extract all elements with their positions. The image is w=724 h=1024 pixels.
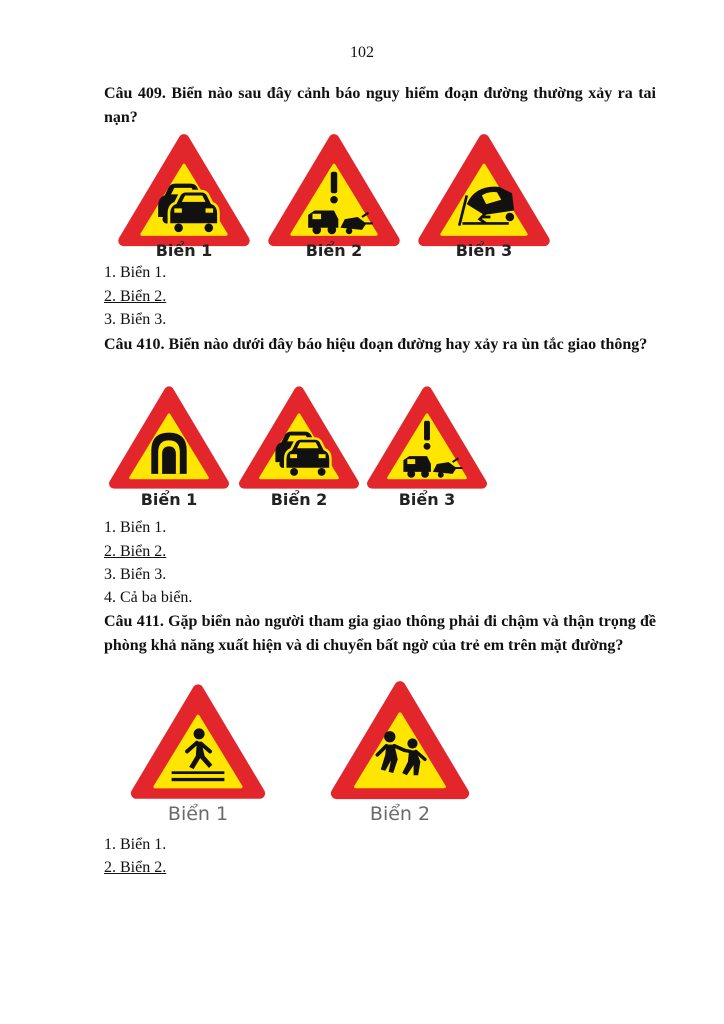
sign-label: Biển 2 <box>369 803 431 825</box>
question-410: Câu 410. Biển nào dưới đây báo hiệu đoạn đường hay xảy ra ùn tắc giao thông? <box>104 336 648 353</box>
option-409-2: 2. Biển 2. <box>104 288 167 305</box>
sign-label: Biển 1 <box>167 803 229 825</box>
sign-411-2 <box>332 680 468 833</box>
sign-label: Biển 1 <box>140 490 198 509</box>
pedestrian-crossing-icon <box>132 683 264 798</box>
option-409-3: 3. Biển 3. <box>104 311 167 328</box>
option-410-1: 1. Biển 1. <box>104 519 167 536</box>
option-410-4: 4. Cả ba biển. <box>104 589 193 606</box>
sign-label: Biển 3 <box>455 241 513 260</box>
sign-label: Biển 2 <box>270 490 328 509</box>
vehicle-rollover-icon <box>414 133 554 245</box>
sign-409-1 <box>114 133 254 265</box>
option-410-3: 3. Biển 3. <box>104 566 167 583</box>
option-409-1: 1. Biển 1. <box>104 264 167 281</box>
option-410-2: 2. Biển 2. <box>104 543 167 560</box>
traffic-queue-icon <box>240 385 358 488</box>
sign-410-1 <box>110 385 228 513</box>
sign-409-3 <box>414 133 554 265</box>
option-411-2: 2. Biển 2. <box>104 859 167 876</box>
children-icon <box>332 680 468 798</box>
page-number: 102 <box>350 44 374 61</box>
sign-410-2 <box>240 385 358 513</box>
question-409: Câu 409. Biển nào sau đây cảnh báo nguy hiểm đoạn đường thường xảy ra tai nạn? <box>104 85 656 126</box>
accident-icon <box>368 385 486 488</box>
question-411: Câu 411. Gặp biển nào người tham gia giao thông phải đi chậm và thận trọng đề phòng khả năng xuất hiện và di chuyển bất ngờ của trẻ em trên mặt đường? <box>104 613 656 654</box>
sign-label: Biển 3 <box>398 490 456 509</box>
sign-410-3 <box>368 385 486 513</box>
sign-409-2 <box>264 133 404 265</box>
sign-label: Biển 1 <box>155 241 213 260</box>
traffic-queue-icon <box>114 133 254 245</box>
accident-icon <box>264 133 404 245</box>
sign-411-1 <box>132 683 264 833</box>
sign-label: Biển 2 <box>305 241 363 260</box>
tunnel-icon <box>110 385 228 488</box>
option-411-1: 1. Biển 1. <box>104 836 167 853</box>
